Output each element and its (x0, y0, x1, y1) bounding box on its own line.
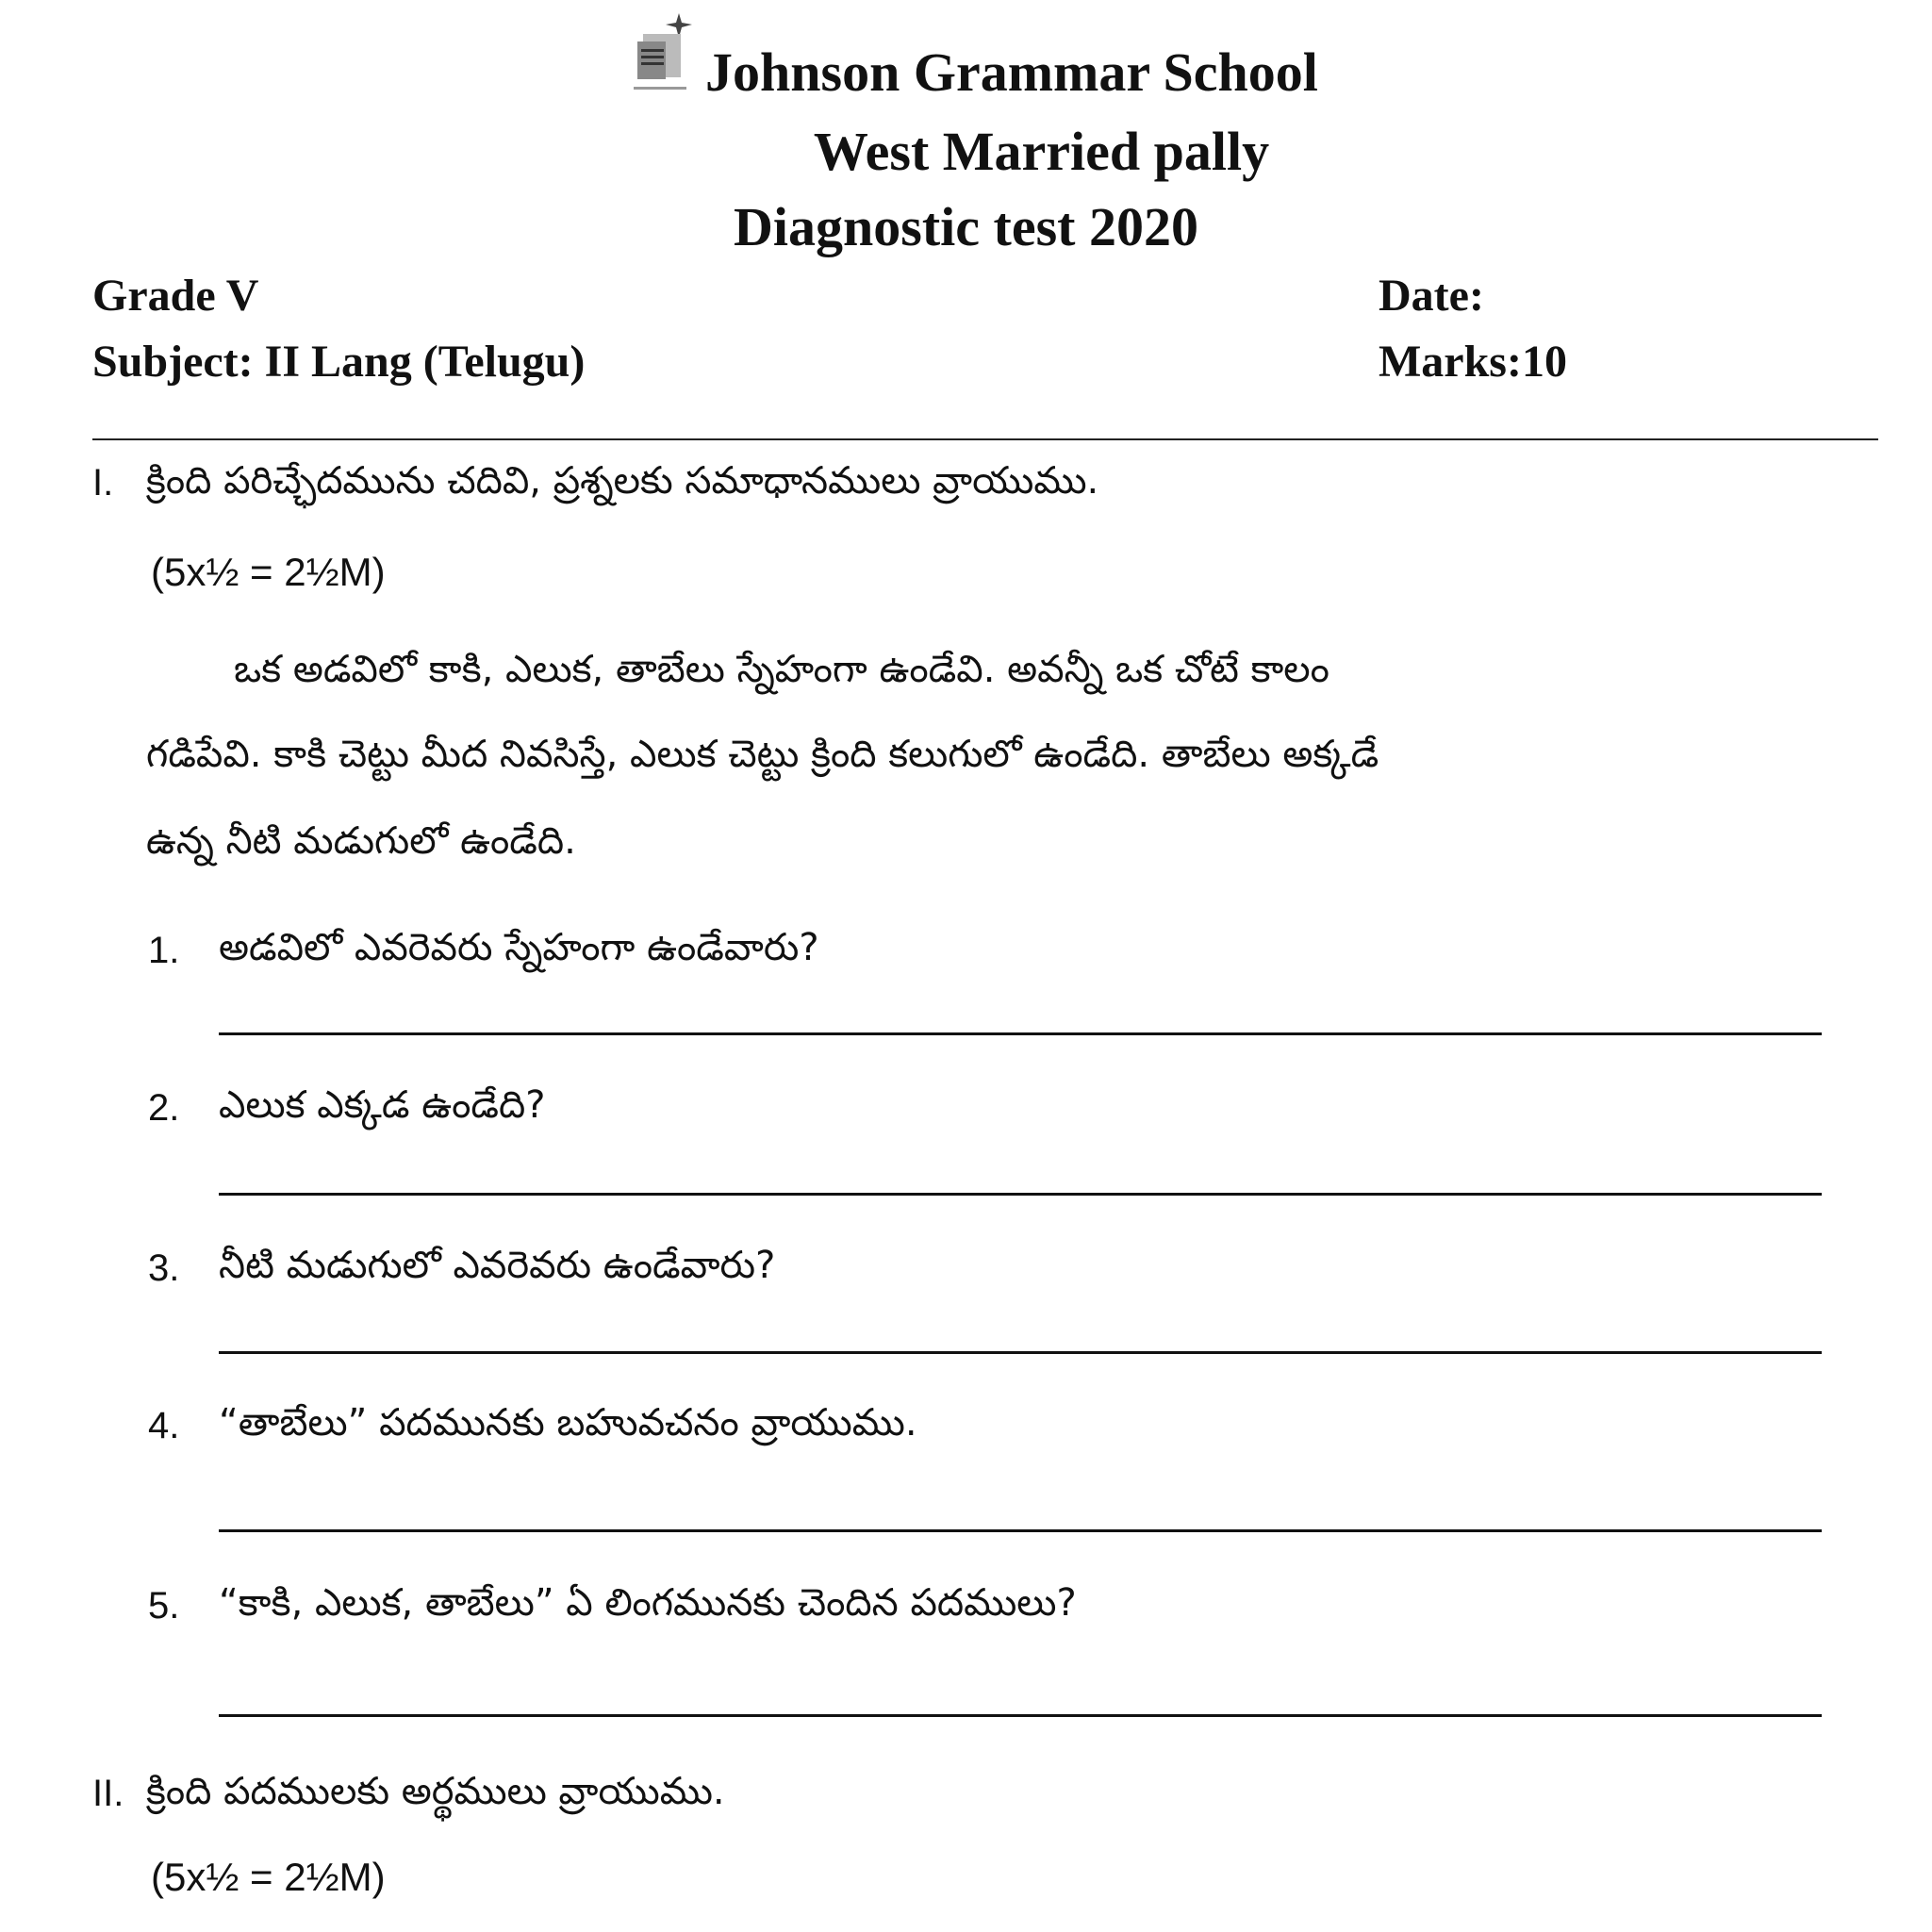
answer-line-5 (219, 1714, 1822, 1717)
marks-label: Marks:10 (1379, 337, 1567, 387)
answer-line-1 (219, 1032, 1822, 1035)
passage-line-1: ఒక అడవిలో కాకి, ఎలుక, తాబేలు స్నేహంగా ఉండేవి. అవన్నీ ఒక చోటే కాలం (234, 648, 1329, 691)
question-1-text: అడవిలో ఎవరెవరు స్నేహంగా ఉండేవారు? (219, 926, 819, 969)
date-label: Date: (1379, 271, 1484, 321)
school-name: Johnson Grammar School (705, 41, 1318, 103)
passage-line-3: ఉన్న నీటి మడుగులో ఉండేది. (146, 819, 576, 863)
answer-line-4 (219, 1529, 1822, 1532)
answer-line-3 (219, 1351, 1822, 1354)
school-crest-icon (624, 13, 700, 98)
answer-line-2 (219, 1193, 1822, 1196)
section-2-marks: (5x½ = 2½M) (151, 1855, 386, 1899)
question-2-number: 2. (148, 1087, 180, 1129)
section-1-instruction: క్రింది పరిచ్ఛేదమును చదివి, ప్రశ్నలకు సమాధానములు వ్రాయుము. (146, 459, 1099, 503)
grade-label: Grade V (92, 271, 259, 321)
section-2-number: II. (92, 1773, 124, 1814)
passage-line-2: గడిపేవి. కాకి చెట్టు మీద నివసిస్తే, ఎలుక చెట్టు క్రింది కలుగులో ఉండేది. తాబేలు అక్కడే (146, 733, 1379, 776)
question-5-number: 5. (148, 1585, 180, 1627)
question-4-text: “తాబేలు” పదమునకు బహువచనం వ్రాయుము. (219, 1401, 917, 1445)
section-1-marks: (5x½ = 2½M) (151, 550, 386, 594)
subject-label: Subject: II Lang (Telugu) (92, 337, 586, 387)
question-3-number: 3. (148, 1247, 180, 1289)
section-1-number: I. (92, 462, 114, 504)
question-4-number: 4. (148, 1405, 180, 1446)
section-2-instruction: క్రింది పదములకు అర్థములు వ్రాయుము. (146, 1770, 725, 1813)
question-1-number: 1. (148, 930, 180, 971)
school-location: West Married pally (813, 121, 1270, 182)
test-title: Diagnostic test 2020 (734, 196, 1198, 257)
header-divider (92, 438, 1878, 440)
question-3-text: నీటి మడుగులో ఎవరెవరు ఉండేవారు? (219, 1244, 776, 1287)
question-5-text: “కాకి, ఎలుక, తాబేలు” ఏ లింగమునకు చెందిన పదములు? (219, 1581, 1077, 1625)
question-2-text: ఎలుక ఎక్కడ ఉండేది? (219, 1083, 546, 1127)
